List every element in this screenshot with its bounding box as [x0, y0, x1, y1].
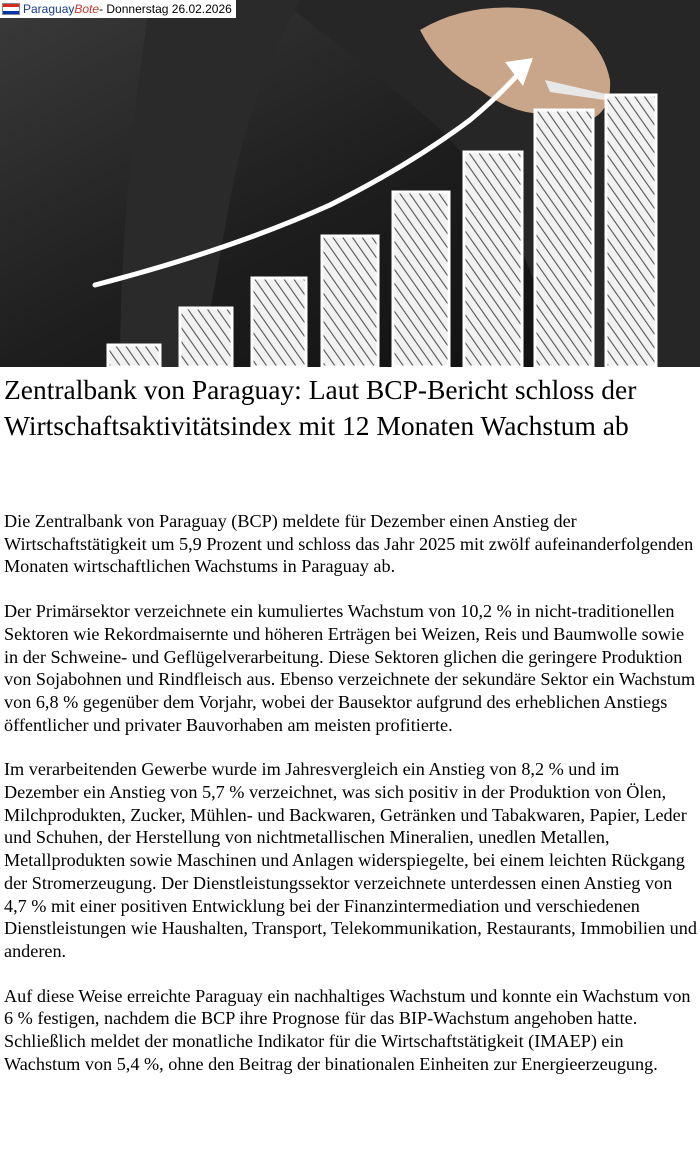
brand-name-part1: Paraguay: [23, 2, 75, 16]
hero-image: [0, 0, 700, 367]
chart-bar-3: [252, 278, 306, 367]
article-body: [4, 510, 698, 1097]
chart-bar-2: [180, 308, 232, 367]
article-paragraph: Im verarbeitenden Gewerbe wurde im Jahresvergleich ein Anstieg von 8,2 % und im Dezember ein Anstieg von 5,7 % verzeichnet, was sich positiv in der Produktion von Ölen, Milchprodukten, Zucker, Mühlen- und Backwaren, Getränken und Tabakwaren, Papier, Leder und Schuhen, der Herstellung von nichtmetallischen Mineralien, unedlen Metallen, Metallprodukten sowie Maschinen und Anlagen widerspiegelte, bei einem leichten Rückgang der Stromerzeugung. Der Dienstleistungssektor verzeichnete unterdessen einen Anstieg von 4,7 % mit einer positiven Entwicklung bei der Finanzintermediation und verschiedenen Dienstleistungen wie Haushalten, Transport, Telekommunikation, Restaurants, Immobilien und anderen.: [4, 759, 697, 961]
article-paragraph: Auf diese Weise erreichte Paraguay ein nachhaltiges Wachstum und konnte ein Wachstum von 6 % festigen, nachdem die BCP ihre Prognose für das BIP-Wachstum angehoben hatte. Schließlich meldet der monatliche Indikator für die Wirtschaftstätigkeit (IMAEP) ein Wachstum von 5,4 %, ohne den Beitrag der binationalen Einheiten zur Energieerzeugung.: [4, 985, 691, 1074]
chart-bar-5: [393, 192, 449, 367]
article-paragraph: Die Zentralbank von Paraguay (BCP) meldete für Dezember einen Anstieg der Wirtschaftstätigkeit um 5,9 Prozent und schloss das Jahr 2025 mit zwölf aufeinanderfolgenden Monaten wirtschaftlichen Wachstums in Paraguay ab.: [4, 511, 694, 577]
chart-bar-8: [606, 95, 656, 367]
site-header: [0, 0, 236, 18]
chart-bar-7: [535, 110, 593, 367]
chart-bar-1: [108, 345, 160, 367]
article-paragraph: Der Primärsektor verzeichnete ein kumuliertes Wachstum von 10,2 % in nicht-traditionellen Sektoren wie Rekordmaisernte und höheren Erträgen bei Weizen, Reis und Baumwolle sowie in der Schweine- und Geflügelverarbeitung. Diese Sektoren glichen die geringere Produktion von Sojabohnen und Rindfleisch aus. Ebenso verzeichnete der sekundäre Sektor ein Wachstum von 6,8 % gegenüber dem Vorjahr, wobei der Bausektor aufgrund des erheblichen Anstiegs öffentlicher und privater Bauvorhaben am meisten profitierte.: [4, 601, 696, 735]
brand-name-part2: Bote: [74, 2, 100, 16]
growth-chart-illustration: [0, 0, 700, 367]
paraguay-flag-icon: [2, 3, 20, 15]
chart-bar-4: [322, 236, 378, 367]
chart-bar-6: [464, 152, 522, 367]
article-headline: Zentralbank von Paraguay: Laut BCP-Bericht schloss der Wirtschaftsaktivitätsindex mit 12 Monaten Wachstum ab: [4, 374, 637, 441]
dateline: - Donnerstag 26.02.2026: [99, 2, 232, 16]
